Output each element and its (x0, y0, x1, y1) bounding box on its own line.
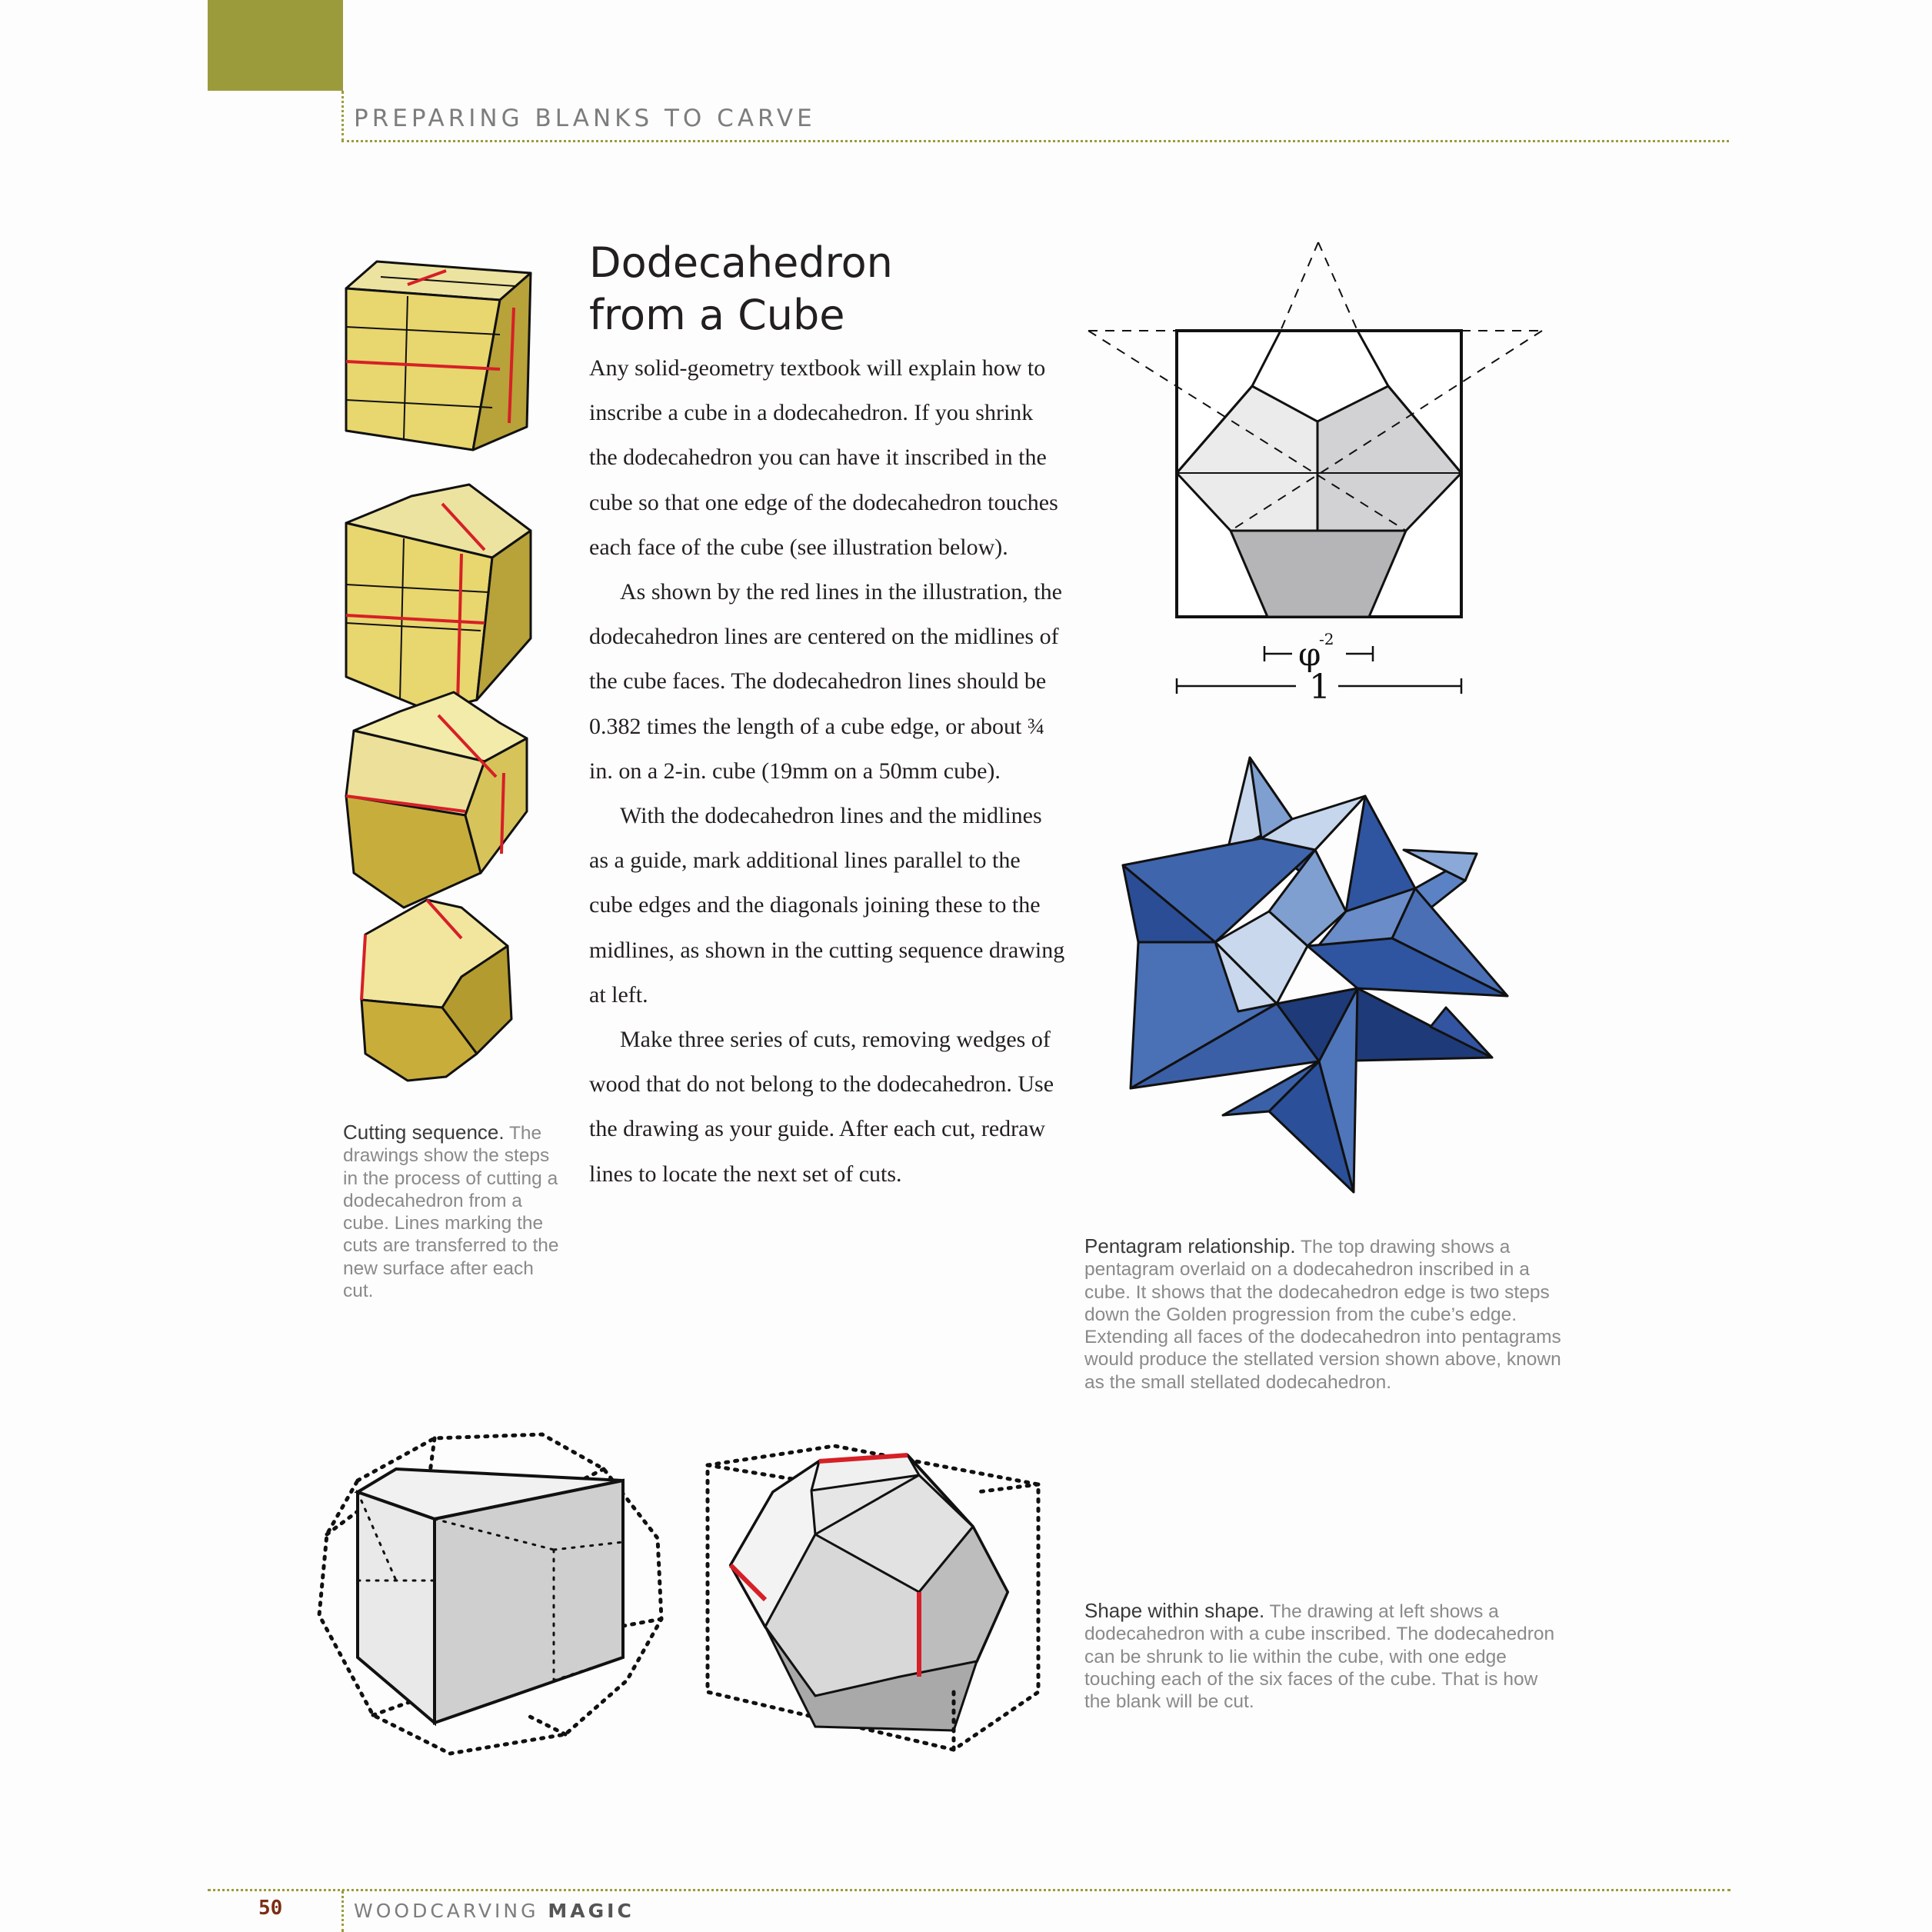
phi-exponent: -2 (1319, 630, 1334, 648)
cutting-caption-text: The drawings show the steps in the process of cutting a dodecahedron from a cube. Lines marking the cuts are transferred to the new surface after each cut. (343, 1123, 559, 1302)
pentagram-diagram (1077, 231, 1554, 708)
article-body (589, 346, 1066, 1197)
footer-divider (208, 1889, 1730, 1891)
cutting-sequence-caption (343, 1121, 566, 1302)
cutting-step-4 (361, 900, 511, 1081)
header-divider-vertical (341, 91, 344, 142)
body-paragraph: Make three series of cuts, removing wedges of wood that do not belong to the dodecahedron. Use the drawing as your guide. After each cut, redraw lines to locate the next set of cuts. (589, 1027, 1054, 1187)
body-paragraph: As shown by the red lines in the illustration, the dodecahedron lines are centered on the midlines of the cube faces. The dodecahedron lines should be 0.382 times the length of a cube edge, or about ¾ in. on a 2-in. cube (19mm on a 50mm cube). (589, 579, 1062, 784)
body-paragraph: Any solid-geometry textbook will explain how to inscribe a cube in a dodecahedron. If you shrink the dodecahedron you can have it inscribed in the cube so that one edge of the dodecahedron touches each face of the cube (see illustration below). (589, 355, 1058, 560)
cube-in-dodecahedron-illustration (311, 1427, 681, 1765)
article-title (589, 237, 893, 341)
section-color-tab (208, 0, 343, 91)
unit-length-label: 1 (1309, 668, 1331, 707)
cutting-step-1 (346, 261, 531, 450)
page-number: 50 (258, 1897, 283, 1920)
pentagram-caption-title: Pentagram relationship. (1084, 1234, 1296, 1257)
article-title-line2: from a Cube (589, 291, 845, 339)
stellated-dodecahedron-illustration (1123, 758, 1515, 1196)
article-title-line1: Dodecahedron (589, 238, 893, 287)
shape-caption-text: The drawing at left shows a dodecahedron with a cube inscribed. The dodecahedron can be shrunk to lie within the cube, with one edge touching each of the six faces of the cube. That is how the blank will be cut. (1084, 1601, 1555, 1713)
section-title: PREPARING BLANKS TO CARVE (354, 105, 816, 132)
shape-caption-title: Shape within shape. (1084, 1599, 1265, 1622)
footer-divider-vertical (341, 1890, 344, 1932)
body-paragraph: With the dodecahedron lines and the midlines as a guide, mark additional lines parallel to the cube edges and the diagonals joining these to the midlines, as shown in the cutting sequence drawing at left. (589, 803, 1065, 1008)
pentagram-caption (1084, 1235, 1561, 1394)
book-title (354, 1900, 635, 1922)
book-title-bold: MAGIC (548, 1900, 635, 1922)
phi-label: φ (1298, 635, 1321, 673)
cutting-caption-title: Cutting sequence. (343, 1121, 505, 1144)
cutting-step-2 (346, 485, 531, 711)
header-divider (341, 140, 1729, 142)
pentagram-caption-text: The top drawing shows a pentagram overlaid on a dodecahedron inscribed in a cube. It shows that the dodecahedron edge is two steps down the Golden progression from the cube’s edge. Extending all faces of the dodecahedron into pentagrams would produce the stellated version shown above, known as the small stellated dodecahedron. (1084, 1237, 1561, 1393)
shape-within-shape-caption (1084, 1600, 1561, 1713)
book-title-plain: WOODCARVING (354, 1900, 548, 1922)
dodecahedron-in-cube-illustration (700, 1438, 1046, 1761)
cutting-sequence-illustration (338, 254, 538, 1069)
cutting-step-3 (346, 692, 527, 908)
